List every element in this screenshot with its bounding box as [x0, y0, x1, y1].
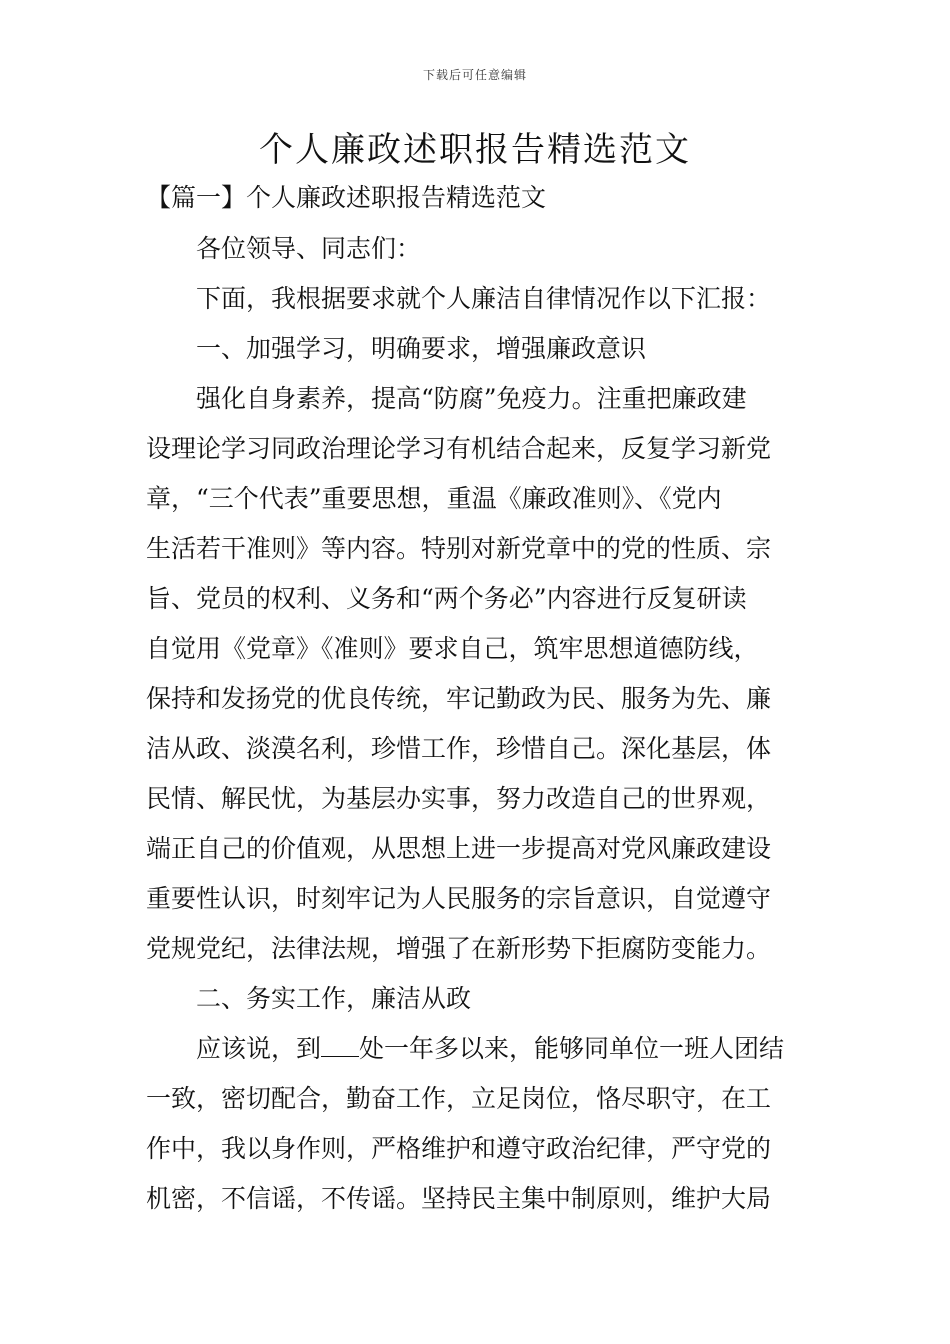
text-line: 旨、党员的权利、义务和“两个务必”内容进行反复研读: [146, 584, 747, 613]
text-line: 强化自身素养，提高“防腐”免疫力。注重把廉政建: [196, 384, 747, 413]
text-line: 机密，不信谣，不传谣。坚持民主集中制原则，维护大局: [146, 1184, 772, 1213]
section-heading: 【篇一】个人廉政述职报告精选范文: [146, 183, 547, 212]
header-note: 下载后可任意编辑: [422, 68, 527, 82]
text-line: 重要性认识，时刻牢记为人民服务的宗旨意识，自觉遵守: [146, 884, 772, 913]
text-line: 作中，我以身作则，严格维护和遵守政治纪律，严守党的: [146, 1134, 772, 1163]
text-line: 各位领导、同志们：: [196, 234, 422, 263]
text-line: 党规党纪，法律法规，增强了在新形势下拒腐防变能力。: [146, 934, 772, 963]
text-fragment: 应该说，到: [196, 1034, 322, 1063]
text-line: 自觉用《党章》《准则》要求自己，筑牢思想道德防线，: [146, 634, 759, 663]
body-text: [146, 224, 806, 1224]
text-line: 设理论学习同政治理论学习有机结合起来，反复学习新党: [146, 434, 772, 463]
paragraph-greeting: [146, 224, 806, 274]
text-line: 保持和发扬党的优良传统，牢记勤政为民、服务为先、廉: [146, 684, 772, 713]
fill-in-blank: [321, 1034, 359, 1057]
text-line: 端正自己的价值观，从思想上进一步提高对党风廉政建设: [146, 834, 772, 863]
paragraph-study: [146, 374, 806, 974]
text-line: 生活若干准则》等内容。特别对新党章中的党的性质、宗: [146, 534, 772, 563]
paragraph-intro: [146, 274, 806, 324]
text-line: 下面，我根据要求就个人廉洁自律情况作以下汇报：: [196, 284, 772, 313]
text-fragment: 处一年多以来，能够同单位一班人团结: [359, 1034, 785, 1063]
document-title: 个人廉政述职报告精选范文: [259, 130, 691, 170]
text-line: 洁从政、淡漠名利，珍惜工作，珍惜自己。深化基层，体: [146, 734, 772, 763]
text-line: 民情、解民忧，为基层办实事，努力改造自己的世界观，: [146, 784, 772, 813]
text-line: [146, 1024, 806, 1074]
paragraph-work: [146, 1024, 806, 1224]
text-line: 章，“三个代表”重要思想，重温《廉政准则》、《党内: [146, 484, 722, 513]
text-line: 一致，密切配合，勤奋工作，立足岗位，恪尽职守，在工: [146, 1084, 772, 1113]
text-line: 一、加强学习，明确要求，增强廉政意识: [196, 334, 647, 363]
subheading-two: [146, 974, 806, 1024]
text-line: 二、务实工作，廉洁从政: [196, 984, 472, 1013]
subheading-one: [146, 324, 806, 374]
